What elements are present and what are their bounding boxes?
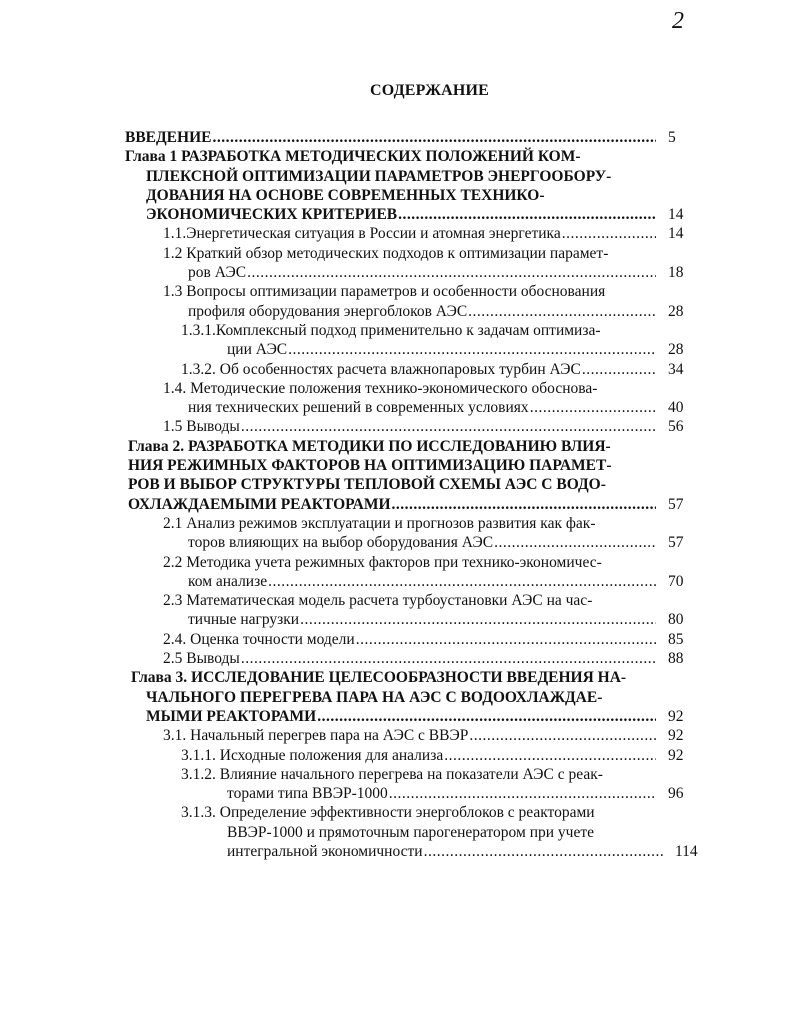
toc-entry-line: [0, 784, 656, 803]
toc-entry-line: [0, 668, 656, 687]
dot-leader: [241, 417, 656, 436]
toc-page-number: 57: [668, 495, 684, 513]
toc-entry: [0, 224, 795, 243]
toc-entry-text: ком анализе: [188, 572, 268, 590]
toc-entry-line: [0, 746, 656, 765]
toc-entry-text: 2.2 Методика учета режимных факторов при технико-экономичес-: [163, 553, 602, 571]
toc-entry-text: 3.1.2. Влияние начального перегрева на показатели АЭС с реак-: [181, 765, 603, 783]
toc-entry-text: торами типа ВВЭР-1000: [227, 785, 388, 803]
toc-entry-line: [0, 379, 656, 398]
toc-entry: [0, 630, 795, 649]
toc-entry-line: [0, 630, 656, 649]
toc-entry-text: интегральной экономичности: [227, 842, 423, 860]
toc-entry-text: 3.1.3. Определение эффективности энергоблоков с реакторами: [181, 804, 595, 822]
toc-entry: [0, 417, 795, 436]
dot-leader: [268, 572, 656, 591]
toc-entry-text: 1.5 Выводы: [163, 418, 240, 436]
toc-entry-text: 2.3 Математическая модель расчета турбоустановки АЭС на час-: [163, 592, 593, 610]
toc-entry-line: [0, 244, 656, 263]
toc-entry-text: ния технических решений в современных условиях: [188, 399, 529, 417]
toc-entry-text: ции АЭС: [227, 341, 288, 359]
toc-entry-line: [0, 707, 656, 726]
toc-entry: [0, 128, 795, 147]
page-number: 2: [672, 8, 684, 34]
toc-entry-text: Глава 3. ИССЛЕДОВАНИЕ ЦЕЛЕСООБРАЗНОСТИ ВВЕДЕНИЯ НА-: [131, 669, 627, 687]
toc-entry-text: РОВ И ВЫБОР СТРУКТУРЫ ТЕПЛОВОЙ СХЕМЫ АЭС С ВОДО-: [128, 476, 606, 494]
toc-entry-text: профиля оборудования энергоблоков АЭС: [188, 302, 468, 320]
toc-entry: [0, 437, 795, 514]
toc-entry: [0, 244, 795, 283]
toc-entry-line: [0, 591, 656, 610]
dot-leader: [317, 707, 656, 726]
toc-entry-line: [0, 475, 656, 494]
toc-page-number: 57: [668, 534, 684, 552]
toc-page-number: 92: [668, 746, 684, 764]
dot-leader: [530, 398, 656, 417]
toc-entry: [0, 147, 795, 224]
toc-entry-line: [0, 340, 656, 359]
toc-entry-line: [0, 147, 656, 166]
toc-entry-text: Глава 1 РАЗРАБОТКА МЕТОДИЧЕСКИХ ПОЛОЖЕНИЙ КОМ-: [125, 148, 581, 166]
toc-entry: [0, 591, 795, 630]
toc-entry-line: [0, 398, 656, 417]
toc-page-number: 28: [668, 341, 684, 359]
dot-leader: [241, 649, 656, 668]
toc-entry-text: ВВЕДЕНИЕ: [125, 129, 212, 146]
toc-entry-text: 3.1. Начальный перегрев пара на АЭС с ВВЭР: [163, 727, 469, 745]
toc-entry-text: ДОВАНИЯ НА ОСНОВЕ СОВРЕМЕННЫХ ТЕХНИКО-: [146, 186, 545, 204]
toc-entry-text: НИЯ РЕЖИМНЫХ ФАКТОРОВ НА ОПТИМИЗАЦИЮ ПАРАМЕТ-: [128, 457, 612, 475]
toc-entry-text: ВВЭР-1000 и прямоточным парогенератором при учете: [227, 823, 594, 841]
dot-leader: [582, 360, 656, 379]
toc-entry-line: [0, 533, 656, 552]
toc-entry-text: ПЛЕКСНОЙ ОПТИМИЗАЦИИ ПАРАМЕТРОВ ЭНЕРГООБОРУ-: [146, 167, 612, 185]
toc-page-number: 80: [668, 611, 684, 629]
toc-entry: [0, 668, 795, 726]
toc-entry-text: ров АЭС: [188, 264, 247, 282]
toc-page-number: 114: [675, 842, 698, 860]
toc-page-number: 56: [668, 418, 684, 436]
toc-entry: [0, 649, 795, 668]
toc-entry-text: торов влияющих на выбор оборудования АЭС: [188, 534, 494, 552]
toc-page-number: 92: [668, 707, 684, 725]
toc-entry: [0, 746, 795, 765]
toc-entry-line: [0, 610, 656, 629]
dot-leader: [424, 842, 663, 861]
toc-entry: [0, 514, 795, 553]
toc-entry-line: [0, 205, 656, 224]
toc-entry: [0, 321, 795, 360]
toc-entry-line: [0, 765, 656, 784]
toc-page-number: 14: [668, 225, 684, 243]
toc-entry: [0, 360, 795, 379]
dot-leader: [247, 263, 656, 282]
dot-leader: [562, 224, 656, 243]
toc-entry: [0, 765, 795, 804]
toc-entry-line: [0, 417, 656, 436]
toc-entry-line: [0, 726, 656, 745]
dot-leader: [389, 784, 656, 803]
toc-entry-text: 2.4. Оценка точности модели: [163, 630, 355, 648]
toc-entry-text: 1.2 Краткий обзор методических подходов к оптимизации парамет-: [163, 244, 609, 262]
toc-entry: [0, 282, 795, 321]
toc-page-number: 5: [668, 129, 676, 146]
toc-page-number: 34: [668, 360, 684, 378]
toc-page-number: 88: [668, 650, 684, 668]
dot-leader: [398, 205, 656, 224]
toc-entry-line: [0, 572, 656, 591]
toc-entry-text: 1.4. Методические положения технико-экономического обоснова-: [163, 379, 598, 397]
dot-leader: [469, 726, 656, 745]
toc-entry-line: [0, 128, 656, 147]
toc-entry-line: [0, 495, 656, 514]
toc-page-number: 14: [668, 206, 684, 224]
toc-entry-text: МЫМИ РЕАКТОРАМИ: [146, 707, 317, 725]
toc-entry: [0, 726, 795, 745]
toc-entry: [0, 553, 795, 592]
toc-entry-text: 3.1.1. Исходные положения для анализа: [181, 746, 444, 764]
dot-leader: [468, 302, 656, 321]
toc-page-number: 96: [668, 785, 684, 803]
toc-heading: СОДЕРЖАНИЕ: [370, 82, 490, 99]
toc-entry-text: тичные нагрузки: [188, 611, 300, 629]
table-of-contents: [0, 128, 795, 861]
toc-entry-text: 2.5 Выводы: [163, 650, 240, 668]
dot-leader: [356, 630, 656, 649]
toc-entry-text: 1.3 Вопросы оптимизации параметров и особенности обоснования: [163, 283, 606, 301]
toc-entry-text: 1.3.1.Комплексный подход применительно к задачам оптимиза-: [181, 321, 601, 339]
toc-entry-text: ЭКОНОМИЧЕСКИХ КРИТЕРИЕВ: [146, 206, 398, 224]
toc-entry-text: Глава 2. РАЗРАБОТКА МЕТОДИКИ ПО ИССЛЕДОВАНИЮ ВЛИЯ-: [128, 437, 611, 455]
dot-leader: [288, 340, 656, 359]
dot-leader: [212, 128, 656, 147]
toc-entry-text: 2.1 Анализ режимов эксплуатации и прогнозов развития как фак-: [163, 514, 596, 532]
toc-entry: [0, 803, 795, 861]
toc-page-number: 92: [668, 727, 684, 745]
toc-entry-line: [0, 186, 656, 205]
toc-page-number: 85: [668, 630, 684, 648]
toc-entry-line: [0, 688, 656, 707]
toc-entry-line: [0, 823, 663, 842]
toc-entry-line: [0, 224, 656, 243]
toc-entry-text: ОХЛАЖДАЕМЫМИ РЕАКТОРАМИ: [128, 495, 391, 513]
toc-entry-text: 1.3.2. Об особенностях расчета влажнопаровых турбин АЭС: [181, 360, 581, 378]
dot-leader: [494, 533, 656, 552]
toc-entry-line: [0, 553, 656, 572]
toc-entry-line: [0, 456, 656, 475]
toc-entry-line: [0, 263, 656, 282]
toc-entry-line: [0, 282, 656, 301]
dot-leader: [300, 610, 656, 629]
toc-entry-line: [0, 842, 663, 861]
toc-entry-line: [0, 167, 656, 186]
toc-entry-line: [0, 437, 656, 456]
toc-page-number: 18: [668, 264, 684, 282]
dot-leader: [444, 746, 656, 765]
toc-entry-text: ЧАЛЬНОГО ПЕРЕГРЕВА ПАРА НА АЭС С ВОДООХЛАЖДАЕ-: [146, 688, 603, 706]
toc-page-number: 28: [668, 302, 684, 320]
toc-entry-line: [0, 302, 656, 321]
toc-entry: [0, 379, 795, 418]
toc-entry-line: [0, 360, 656, 379]
toc-entry-line: [0, 321, 656, 340]
toc-entry-text: 1.1.Энергетическая ситуация в России и атомная энергетика: [163, 225, 561, 243]
toc-page-number: 70: [668, 572, 684, 590]
toc-entry-line: [0, 803, 663, 822]
toc-entry-line: [0, 514, 656, 533]
toc-entry-line: [0, 649, 656, 668]
toc-page-number: 40: [668, 399, 684, 417]
dot-leader: [392, 495, 656, 514]
